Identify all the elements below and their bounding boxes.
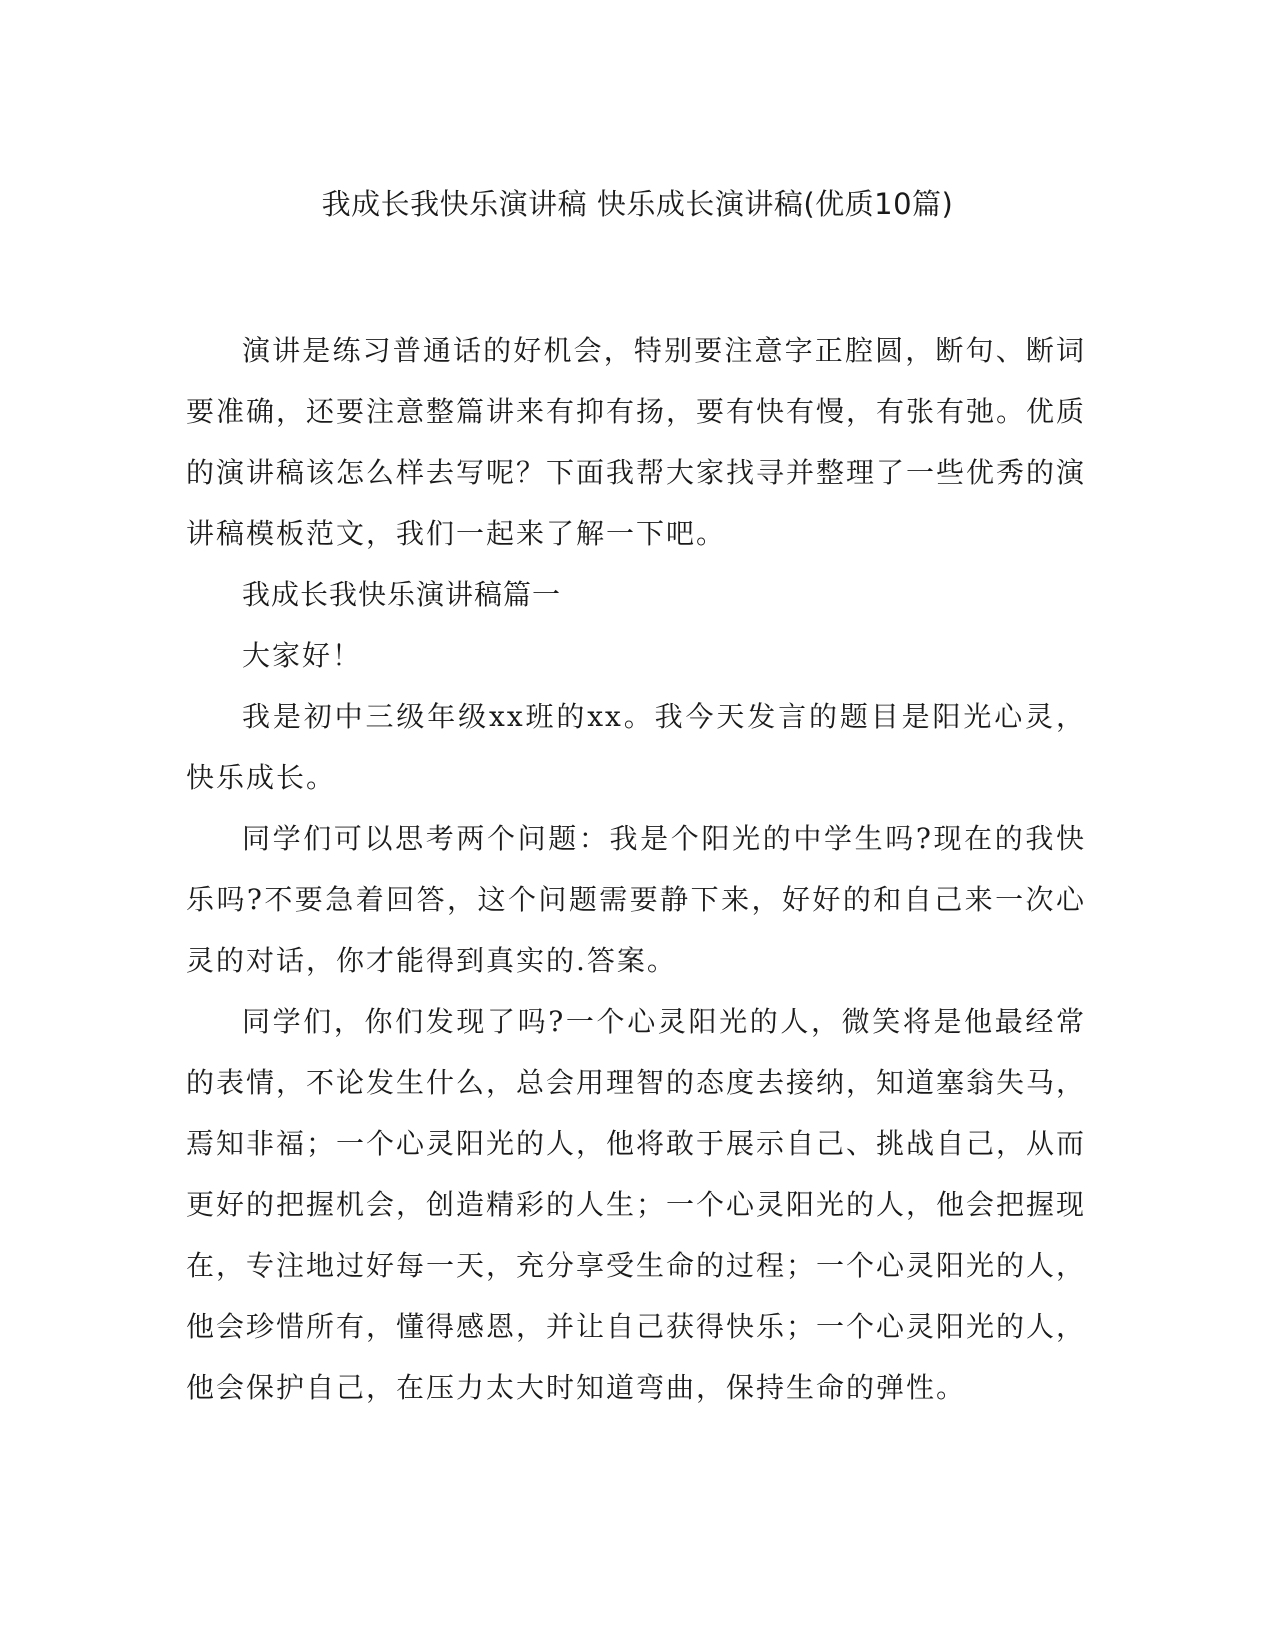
section-heading: 我成长我快乐演讲稿篇一 xyxy=(242,578,562,611)
intro-paragraph: 演讲是练习普通话的好机会，特别要注意字正腔圆，断句、断词要准确，还要注意整篇讲来有抑有扬，要有快有慢，有张有弛。优质的演讲稿该怎么样去写呢？下面我帮大家找寻并整理了一些优秀的演讲稿模板范文，我们一起来了解一下吧。 xyxy=(186,334,1087,550)
sunshine-heart-paragraph: 同学们，你们发现了吗?一个心灵阳光的人，微笑将是他最经常的表情，不论发生什么，总会用理智的态度去接纳，知道塞翁失马，焉知非福；一个心灵阳光的人，他将敢于展示自己、挑战自己，从而更好的把握机会，创造精彩的人生；一个心灵阳光的人，他会把握现在，专注地过好每一天，充分享受生命的过程；一个心灵阳光的人，他会珍惜所有，懂得感恩，并让自己获得快乐；一个心灵阳光的人，他会保护自己，在压力太大时知道弯曲，保持生命的弹性。 xyxy=(186,1005,1087,1404)
self-introduction-paragraph: 我是初中三级年级xx班的xx。我今天发言的题目是阳光心灵，快乐成长。 xyxy=(186,700,1086,794)
document-title: 我成长我快乐演讲稿 快乐成长演讲稿(优质10篇) xyxy=(321,187,954,221)
question-paragraph: 同学们可以思考两个问题：我是个阳光的中学生吗?现在的我快乐吗?不要急着回答，这个问题需要静下来，好好的和自己来一次心灵的对话，你才能得到真实的.答案。 xyxy=(186,822,1086,977)
document-body xyxy=(186,320,1086,1418)
greeting-paragraph: 大家好！ xyxy=(242,639,363,672)
